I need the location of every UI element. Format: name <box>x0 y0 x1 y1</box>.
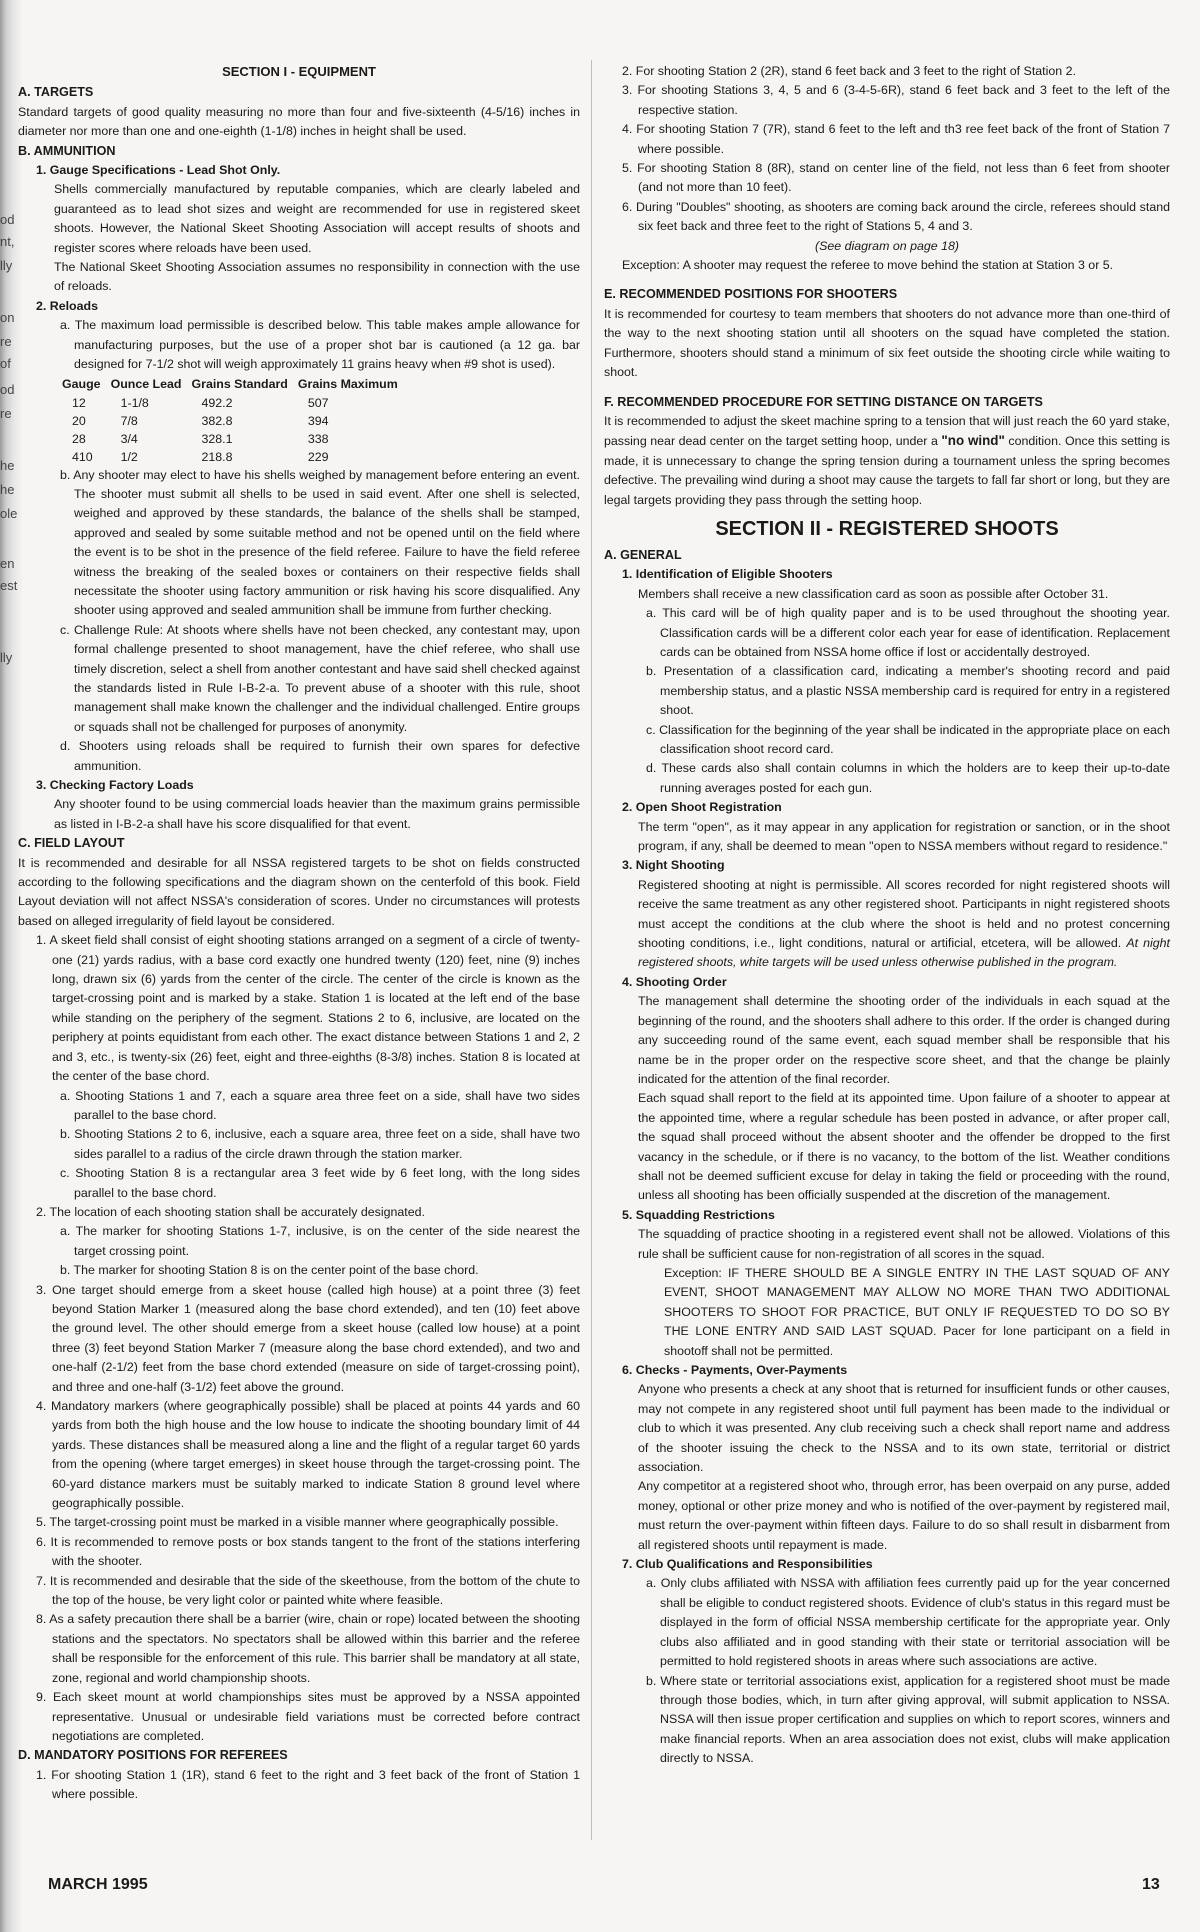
table-cell: 382.8 <box>201 413 233 428</box>
heading-reloads: 2. Reloads <box>36 298 98 313</box>
table-cell: 410 <box>72 449 93 464</box>
table-cell: 229 <box>307 449 329 464</box>
setting-distance-text-2: condition. Once this setting is made, it is unnecessary to change the spring tension during a tournament unless the spring becomes defective. The prevailing wind during a shoot may cause the targets to fall far short or long, but they are legal targets providing they pass through the setting hoop. <box>604 434 1170 507</box>
item-layout-6: 6. It is recommended to remove posts or box stands tangent to the front of the stations interfering with the shooter. <box>36 1534 580 1569</box>
page-number: 13 <box>1142 1876 1160 1893</box>
gutter-fragment: lly <box>0 650 13 665</box>
reload-table <box>62 375 408 466</box>
gutter-fragment: od <box>0 212 15 227</box>
gutter-fragment: on <box>0 310 15 325</box>
gutter-fragment: est <box>0 578 18 593</box>
heading-shooter-positions: E. RECOMMENDED POSITIONS FOR SHOOTERS <box>604 287 898 302</box>
item-layout-2b: b. The marker for shooting Station 8 is on the center point of the base chord. <box>60 1263 479 1278</box>
item-layout-3: 3. One target should emerge from a skeet house (called high house) at a point three (3) feet beyond Station Marker 1 (measured along the base chord extended), and ten (10) feet above the ground level. The other should emerge from a skeet house (called low house) at a point three (3) feet beyond Station Marker 7 (measure along the base chord extended), and two and one-half (2-1/2) feet from the base chord extended (measure on side of target-crossing point), and three and one-half (3-1/2) feet above the ground. <box>36 1282 580 1394</box>
table-cell: 394 <box>307 413 329 428</box>
gutter-fragment: he <box>0 482 15 497</box>
item-referee-2: 2. For shooting Station 2 (2R), stand 6 feet back and 3 feet to the right of Station 2. <box>622 64 1076 78</box>
item-reloads-a: a. The maximum load permissible is described below. This table makes ample allowance for manufacturing purposes, but the use of a proper shot bar is cautioned (a 12 ga. bar designed for 7-1/2 shot will weigh approximately 11 grains heavy when #9 shot is used). <box>60 318 580 372</box>
item-layout-4: 4. Mandatory markers (where geographically possible) shall be placed at points 44 yards and 60 yards from both the high house and the low house to indicate the shooting boundary limit of 44 yards. These distances shall be measured along a line and the flight of a regular target 60 yards from the opening (where target emerges) in skeet house through the target-crossing point. The 60-yard distance markers must be suitably marked to indicate Station 8 ground level where geographically possible. <box>36 1399 580 1511</box>
table-row <box>62 412 408 430</box>
table-row <box>62 448 408 466</box>
table-header: Gauge <box>62 376 101 391</box>
setting-distance-text-1: It is recommended to adjust the skeet machine spring to a tension that will just reach the 60 yard stake, passing near dead center on the target setting hoop, under a <box>604 413 1170 449</box>
heading-checking-factory-loads: 3. Checking Factory Loads <box>36 778 194 792</box>
diagram-reference: (See diagram on page 18) <box>815 238 959 253</box>
squadding-exception: Exception: IF THERE SHOULD BE A SINGLE ENTRY IN THE LAST SQUAD OF ANY EVENT, SHOOT MANAGEMENT MAY ALLOW NO MORE THAN TWO ADDITIONAL SHOOTERS TO SHOOT FOR PRACTICE, BUT ONLY IF REQUESTED TO DO SO BY THE LONE ENTRY AND SAID LAST SQUAD. Pacer for lone participant on a field in shootoff shall not be permitted. <box>664 1265 1170 1358</box>
table-cell: 7/8 <box>120 413 138 428</box>
item-layout-2a: a. The marker for shooting Stations 1-7, inclusive, is on the center of the side nearest the target crossing point. <box>60 1224 580 1258</box>
item-referee-3: 3. For shooting Stations 3, 4, 5 and 6 (3-4-5-6R), stand 6 feet back and 3 feet to the left of the respective station. <box>622 83 1170 117</box>
item-reloads-d: d. Shooters using reloads shall be required to furnish their own spares for defective ammunition. <box>60 739 580 773</box>
table-cell: 328.1 <box>201 431 233 446</box>
item-referee-1: 1. For shooting Station 1 (1R), stand 6 feet to the right and 3 feet back of the front of Station 1 where possible. <box>36 1767 580 1802</box>
section-2-title: SECTION II - REGISTERED SHOOTS <box>715 517 1059 540</box>
heading-shooting-order: 4. Shooting Order <box>622 974 727 989</box>
item-layout-5: 5. The target-crossing point must be marked in a visible manner where geographically possible. <box>36 1515 559 1530</box>
item-layout-7: 7. It is recommended and desirable that the side of the skeethouse, from the bottom of the chute to the top of the house, be very light color or painted white where feasible. <box>36 1573 580 1608</box>
column-divider <box>591 60 592 1840</box>
table-cell: 492.2 <box>201 395 233 410</box>
table-cell: 338 <box>307 431 329 446</box>
item-referee-6: 6. During "Doubles" shooting, as shooters are coming back around the circle, referees should stand six feet back and three feet to the right of Stations 5, 4 and 3. <box>622 199 1170 234</box>
item-layout-1b: b. Shooting Stations 2 to 6, inclusive, each a square area, three feet on a side, shall have two sides parallel to a radius of the circle drawn through the station marker. <box>60 1127 580 1161</box>
no-wind-emphasis: "no wind" <box>941 433 1005 449</box>
heading-ammunition: B. AMMUNITION <box>18 143 116 158</box>
heading-referee-positions: D. MANDATORY POSITIONS FOR REFEREES <box>18 1748 288 1763</box>
table-cell: 1-1/8 <box>120 395 149 410</box>
item-eligible-d: d. These cards also shall contain columns in which the holders are to keep their up-to-date running averages posted for each gun. <box>646 761 1170 795</box>
table-cell: 28 <box>72 431 86 446</box>
paragraph-shooting-order-2: Each squad shall report to the field at its appointed time. Upon failure of a shooter to appear at the appointed time, where a regular schedule has been posted in advance, or after proper call, the squad shall proceed without the absent shooter and the offender be dropped to the first vacancy in the schedule, or if there is no vacancy, to the bottom of the list. Weather conditions shall not be deemed sufficient excuse for delay in taking the field or proceeding with the round, unless all shooting has been officially suspended at the discretion of the management. <box>638 1091 1170 1203</box>
item-layout-8: 8. As a safety precaution there shall be a barrier (wire, chain or rope) located between the shooting stations and the spectators. No spectators shall be allowed within this barrier and the referee shall be responsible for the enforcement of this rule. This barrier shall be mandatory at all state, zone, regional and world championship shoots. <box>36 1612 580 1685</box>
footer-date: MARCH 1995 <box>48 1876 148 1893</box>
paragraph-targets: Standard targets of good quality measuring no more than four and five-sixteenth (4-5/16) inches in diameter nor more than one and one-eighth (1-1/8) inches in height shall be used. <box>18 104 580 139</box>
table-header: Grains Maximum <box>297 376 398 391</box>
paragraph-squadding: The squadding of practice shooting in a registered event shall not be allowed. Violations of this rule shall be sufficient cause for non-registration of all scores in the squad. <box>638 1227 1170 1261</box>
gutter-fragment: re <box>0 334 12 349</box>
table-cell: 507 <box>307 395 329 410</box>
table-header: Ounce Lead <box>110 376 182 391</box>
table-cell: 1/2 <box>120 449 138 464</box>
paragraph-setting-distance <box>604 412 1170 510</box>
paragraph-open-shoot: The term "open", as it may appear in any application for registration or sanction, or in the shoot program, if any, shall be deemed to mean "open to NSSA members without regard to residence." <box>638 819 1170 854</box>
item-layout-2: 2. The location of each shooting station shall be accurately designated. <box>36 1204 425 1219</box>
item-reloads-b: b. Any shooter may elect to have his shells weighed by management before entering an event. The shooter must submit all shells to be used in said event. After one shell is selected, weighed and approved by these standards, the balance of the shells shall be stamped, approved and sealed by some suitable method and not be opened until on the field where the event is to be shot in the presence of the field referee. Failure to have the field referee witness the breaking of the sealed boxes or containers on their respective fields shall necessitate the shooter using factory ammunition or risk having his score disqualified. Any shooter using approved and sealed ammunition shall be immune from further checking. <box>60 467 580 618</box>
heading-night-shooting: 3. Night Shooting <box>622 858 725 873</box>
item-layout-1a: a. Shooting Stations 1 and 7, each a square area three feet on a side, shall have two sides parallel to the base chord. <box>60 1088 580 1122</box>
item-layout-1c: c. Shooting Station 8 is a rectangular area 3 feet wide by 6 feet long, with the long sides parallel to the base chord. <box>60 1166 580 1200</box>
heading-field-layout: C. FIELD LAYOUT <box>18 836 125 851</box>
table-row <box>62 394 408 412</box>
item-layout-9: 9. Each skeet mount at world championships sites must be approved by a NSSA appointed representative. Unusual or undesirable field variations must be corrected before contract negotiations are completed. <box>36 1690 580 1743</box>
heading-squadding: 5. Squadding Restrictions <box>622 1207 775 1222</box>
table-cell: 12 <box>72 395 86 410</box>
paragraph-shooter-positions: It is recommended for courtesy to team members that shooters do not advance more than one-third of the way to the next shooting station until all shooters on the squad have completed the station. Furthermore, shooters should stand a minimum of six feet outside the shooting circle while waiting to shoot. <box>604 306 1170 380</box>
paragraph-checks-2: Any competitor at a registered shoot who, through error, has been overpaid on any purse, added money, optional or other prize money and who is notified of the over-payment by registered mail, must return the over-payment within fifteen days. Failure to do so shall result in disbarment from all registered shoots until repayment is made. <box>638 1479 1170 1552</box>
item-eligible-b: b. Presentation of a classification card, indicating a member's shooting record and paid membership status, and a plastic NSSA membership card is required for entry in a registered shoot. <box>646 664 1170 718</box>
item-referee-5: 5. For shooting Station 8 (8R), stand on center line of the field, not less than 6 feet from shooter (and not more than 10 feet). <box>622 161 1170 195</box>
item-club-a: a. Only clubs affiliated with NSSA with affiliation fees currently paid up for the year concerned shall be eligible to conduct registered shoots. Evidence of club's status in this regard must be displayed in the form of official NSSA membership certificate for the appropriate year. Only clubs also affiliated and in good standing with their state or territorial association will be permitted to hold registered shoots in areas where such associations are active. <box>646 1576 1170 1669</box>
gutter-fragment: of <box>0 356 11 371</box>
gutter-fragment: en <box>0 556 15 571</box>
item-eligible-a: a. This card will be of high quality paper and is to be used throughout the shooting year. Classification cards will be a different color each year for ease of identification. Replacement cards can be obtained from NSSA home office if lost or accidentally destroyed. <box>646 606 1170 659</box>
gutter-fragment: re <box>0 406 12 421</box>
paragraph-eligible-shooters: Members shall receive a new classification card as soon as possible after October 31. <box>638 586 1109 601</box>
item-club-b: b. Where state or territorial associations exist, application for a registered shoot must be made through those bodies, which, in turn after giving approval, will submit application to NSSA. NSSA will then issue proper certification and supplies on which to report scores, winners and make financial reports. When an area association does not exist, clubs will make application directly to NSSA. <box>646 1673 1170 1766</box>
heading-gauge-specifications: 1. Gauge Specifications - Lead Shot Only. <box>36 163 281 178</box>
heading-general: A. GENERAL <box>604 547 682 562</box>
heading-open-shoot: 2. Open Shoot Registration <box>622 800 782 815</box>
table-cell: 218.8 <box>201 449 233 464</box>
gutter-fragment: od <box>0 382 15 397</box>
item-referee-4: 4. For shooting Station 7 (7R), stand 6 feet to the left and th3 ree feet back of the front of Station 7 where possible. <box>622 122 1170 156</box>
paragraph-factory-loads: Any shooter found to be using commercial loads heavier than the maximum grains permissible as listed in I-B-2-a shall have his score disqualified for that event. <box>54 797 580 831</box>
gutter-fragment: nt, <box>0 234 15 249</box>
paragraph-shooting-order-1: The management shall determine the shooting order of the individuals in each squad at the beginning of the round, and the shooters shall adhere to this order. If the order is changed during any succeeding round of the same event, each squad member shall be responsible that his name be in the proper order on the respective score sheet, and that the change be plainly indicated for the attention of the final recorder. <box>638 994 1170 1086</box>
item-layout-1: 1. A skeet field shall consist of eight shooting stations arranged on a segment of a circle of twenty-one (21) yards radius, with a base cord exactly one hundred twenty (120) feet, nine (9) inches long, drawn six (6) yards from the center of the circle. The center of the circle is known as the target-crossing point and is marked by a stake. Station 1 is located at the left end of the base while standing on the periphery of the segment. Stations 2 to 6, inclusive, are located on the periphery at points equidistant from each other. The exact distance between Stations 1 and 2, 2 and 3, etc., is twenty-six (26) feet, eight and three-eighths (8-3/8) inches. Station 8 is located at the center of the base chord. <box>36 933 580 1084</box>
paragraph-checks-1: Anyone who presents a check at any shoot that is returned for insufficient funds or other causes, may not compete in any registered shoot until full payment has been made to the individual or club to which it was presented. Any club receiving such a check shall report name and address of the shooter issuing the check to the NSSA and to its own state, territorial or district association. <box>638 1382 1170 1475</box>
table-header-row <box>62 375 408 394</box>
heading-setting-distance: F. RECOMMENDED PROCEDURE FOR SETTING DISTANCE ON TARGETS <box>604 394 1043 409</box>
table-cell: 3/4 <box>120 431 138 446</box>
left-column <box>18 62 580 1805</box>
night-shooting-italic: At night registered shoots, white targets will be used unless otherwise published in the program. <box>638 936 1170 970</box>
paragraph-gauge-1: Shells commercially manufactured by reputable companies, which are clearly labeled and guaranteed as to lead shot sizes and weight are recommended for use in registered skeet shoots. However, the National Skeet Shooting Association will accept results of shoots and register scores where reloads have been used. <box>54 182 580 255</box>
section-title: SECTION I - EQUIPMENT <box>222 64 376 79</box>
table-cell: 20 <box>72 413 86 428</box>
item-reloads-c: c. Challenge Rule: At shoots where shells have not been checked, any contestant may, upon formal challenge presented to shoot management, have the chief referee, who shall use timely discretion, select a shell from another contestant and have said shell checked against the standards listed in Rule I-B-2-a. To prevent abuse of a shooter with this rule, shoot management shall make known the challenger and the individual challenged. Entire groups or squads shall not be challenged for purposes of anonymity. <box>60 622 580 734</box>
heading-eligible-shooters: 1. Identification of Eligible Shooters <box>622 567 833 582</box>
gutter-fragment: ole <box>0 506 18 521</box>
table-header: Grains Standard <box>191 376 288 391</box>
night-shooting-text: Registered shooting at night is permissible. All scores recorded for night registered shoots will receive the same treatment as any other registered shoot. Participants in night registered shoots must accept the conditions at the club where the shoot is held and no protest concerning shooting conditions, i.e., light conditions, natural or artificial, etcetera, will be allowed. <box>638 877 1170 951</box>
heading-checks: 6. Checks - Payments, Over-Payments <box>622 1363 848 1377</box>
paragraph-night-shooting <box>604 876 1170 973</box>
table-row <box>62 430 408 448</box>
heading-club-qualifications: 7. Club Qualifications and Responsibilities <box>622 1557 873 1572</box>
right-column <box>604 62 1170 1769</box>
paragraph-gauge-2: The National Skeet Shooting Association assumes no responsibility in connection with the use of reloads. <box>54 260 580 294</box>
gutter-fragment: lly <box>0 258 13 273</box>
heading-targets: A. TARGETS <box>18 85 94 100</box>
referee-exception: Exception: A shooter may request the referee to move behind the station at Station 3 or 5. <box>622 258 1114 273</box>
paragraph-field-layout: It is recommended and desirable for all NSSA registered targets to be shot on fields constructed according to the following specifications and the diagram shown on the centerfold of this book. Field Layout deviation will not affect NSSA's consideration of scores. Under no circumstances will protests based on alleged irregularity of field layout be considered. <box>18 855 580 928</box>
gutter-fragment: he <box>0 458 15 473</box>
item-eligible-c: c. Classification for the beginning of the year shall be indicated in the appropriate place on each classification shoot record card. <box>646 722 1170 756</box>
